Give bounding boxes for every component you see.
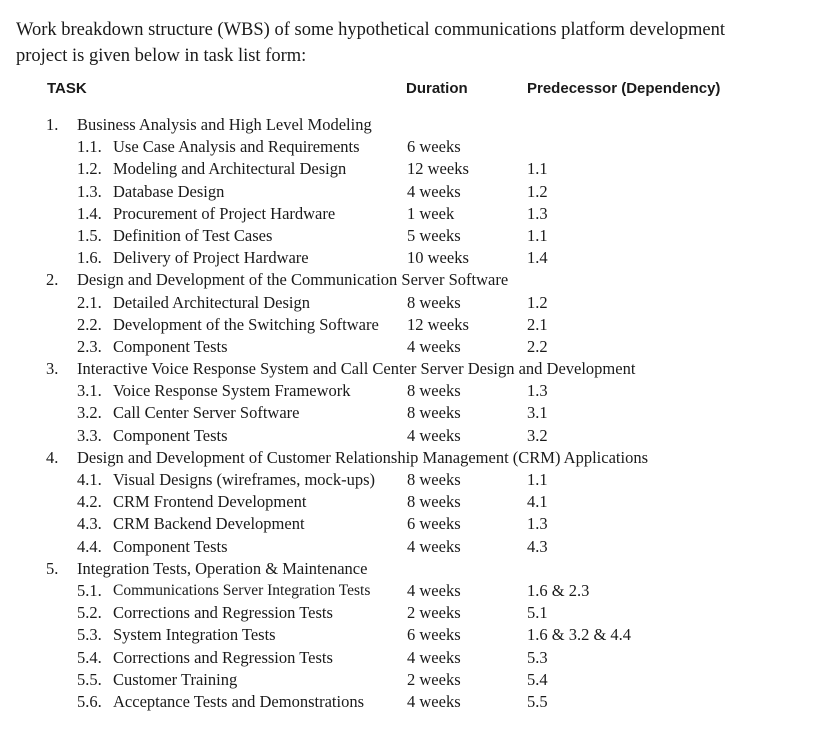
task-predecessor: 1.1 xyxy=(527,159,548,179)
section-row xyxy=(0,114,822,136)
task-number: 1.3. xyxy=(77,181,102,201)
task-predecessor: 1.3 xyxy=(527,381,548,401)
task-row xyxy=(0,536,822,558)
task-row xyxy=(0,203,822,225)
task-predecessor: 2.1 xyxy=(527,314,548,334)
task-row xyxy=(0,580,822,602)
task-title: Corrections and Regression Tests xyxy=(113,647,333,667)
task-predecessor: 1.4 xyxy=(527,248,548,268)
task-predecessor: 1.3 xyxy=(527,203,548,223)
task-number: 3.1. xyxy=(77,381,102,401)
task-number: 5.3. xyxy=(77,625,102,645)
task-duration: 8 weeks xyxy=(407,292,461,312)
intro-paragraph xyxy=(16,17,806,69)
task-duration: 6 weeks xyxy=(407,514,461,534)
task-predecessor: 1.3 xyxy=(527,514,548,534)
task-number: 4.3. xyxy=(77,514,102,534)
task-row xyxy=(0,425,822,447)
task-predecessor: 2.2 xyxy=(527,336,548,356)
task-number: 5.2. xyxy=(77,603,102,623)
task-row xyxy=(0,336,822,358)
task-duration: 8 weeks xyxy=(407,470,461,489)
task-number: 5.6. xyxy=(77,691,102,711)
task-predecessor: 3.2 xyxy=(527,425,548,445)
task-title: Delivery of Project Hardware xyxy=(113,248,309,268)
section-title: Design and Development of Customer Relationship Management (CRM) Applications xyxy=(77,447,648,467)
task-title: CRM Backend Development xyxy=(113,514,305,534)
task-number: 2.3. xyxy=(77,336,102,356)
header-task: TASK xyxy=(47,80,87,97)
task-duration: 8 weeks xyxy=(407,492,461,512)
task-predecessor: 3.1 xyxy=(527,403,548,423)
section-row xyxy=(0,358,822,380)
section-row xyxy=(0,269,822,291)
task-title: Database Design xyxy=(113,181,225,201)
task-title: System Integration Tests xyxy=(113,625,276,645)
section-number: 1. xyxy=(46,115,59,134)
task-number: 4.2. xyxy=(77,492,102,512)
task-row xyxy=(0,602,822,624)
task-number: 2.1. xyxy=(77,292,102,312)
task-duration: 4 weeks xyxy=(407,647,461,667)
task-duration: 1 week xyxy=(407,203,455,223)
task-row xyxy=(0,181,822,203)
task-number: 5.1. xyxy=(77,580,102,600)
header-predecessor: Predecessor (Dependency) xyxy=(527,80,721,97)
task-row xyxy=(0,292,822,314)
task-duration: 4 weeks xyxy=(407,691,461,711)
task-row xyxy=(0,136,822,158)
task-number: 5.5. xyxy=(77,669,102,689)
section-title: Integration Tests, Operation & Maintenance xyxy=(77,558,368,578)
task-duration: 4 weeks xyxy=(407,536,461,556)
task-predecessor: 1.1 xyxy=(527,470,548,489)
task-row xyxy=(0,247,822,269)
task-predecessor: 5.4 xyxy=(527,669,548,689)
task-number: 2.2. xyxy=(77,314,102,334)
task-title: Call Center Server Software xyxy=(113,403,300,423)
section-number: 3. xyxy=(46,359,59,379)
section-title: Interactive Voice Response System and Call Center Server Design and Development xyxy=(77,359,636,379)
task-duration: 6 weeks xyxy=(407,137,461,157)
task-list xyxy=(0,114,822,713)
task-predecessor: 5.5 xyxy=(527,691,548,711)
task-number: 3.2. xyxy=(77,403,102,423)
task-number: 1.1. xyxy=(77,137,102,157)
task-duration: 12 weeks xyxy=(407,159,469,179)
task-predecessor: 1.6 & 2.3 xyxy=(527,580,590,600)
task-predecessor: 1.2 xyxy=(527,181,548,201)
task-duration: 6 weeks xyxy=(407,625,461,645)
section-row xyxy=(0,447,822,469)
task-predecessor: 1.2 xyxy=(527,292,548,312)
task-number: 1.4. xyxy=(77,203,102,223)
task-number: 4.1. xyxy=(77,470,102,489)
task-duration: 8 weeks xyxy=(407,403,461,423)
task-row xyxy=(0,225,822,247)
section-row xyxy=(0,558,822,580)
section-number: 4. xyxy=(46,447,59,467)
task-title: Use Case Analysis and Requirements xyxy=(113,137,360,157)
task-title: Corrections and Regression Tests xyxy=(113,603,333,623)
task-predecessor: 1.1 xyxy=(527,225,548,245)
task-title: Component Tests xyxy=(113,425,228,445)
task-title: Component Tests xyxy=(113,536,228,556)
header-duration: Duration xyxy=(406,80,468,97)
task-duration: 2 weeks xyxy=(407,603,461,623)
task-number: 1.2. xyxy=(77,159,102,179)
task-title: Definition of Test Cases xyxy=(113,225,273,245)
task-title: Development of the Switching Software xyxy=(113,314,379,334)
task-title: Component Tests xyxy=(113,336,228,356)
task-duration: 10 weeks xyxy=(407,248,469,268)
task-predecessor: 4.1 xyxy=(527,492,548,512)
task-number: 5.4. xyxy=(77,647,102,667)
task-title: CRM Frontend Development xyxy=(113,492,307,512)
task-row xyxy=(0,513,822,535)
task-row xyxy=(0,491,822,513)
task-title: Visual Designs (wireframes, mock-ups) xyxy=(113,470,376,489)
task-duration: 8 weeks xyxy=(407,381,461,401)
task-row xyxy=(0,158,822,180)
task-row xyxy=(0,624,822,646)
task-title: Procurement of Project Hardware xyxy=(113,203,336,223)
task-number: 1.6. xyxy=(77,248,102,268)
intro-line-1: Work breakdown structure (WBS) of some hypothetical communications platform development xyxy=(16,20,726,40)
task-predecessor: 1.6 & 3.2 & 4.4 xyxy=(527,625,632,645)
task-row xyxy=(0,402,822,424)
task-title: Modeling and Architectural Design xyxy=(113,159,347,179)
task-number: 4.4. xyxy=(77,536,102,556)
task-duration: 4 weeks xyxy=(407,425,461,445)
task-duration: 4 weeks xyxy=(407,336,461,356)
task-row xyxy=(0,314,822,336)
task-duration: 2 weeks xyxy=(407,669,461,689)
section-title: Business Analysis and High Level Modeling xyxy=(77,115,372,134)
task-duration: 4 weeks xyxy=(407,181,461,201)
task-predecessor: 4.3 xyxy=(527,536,548,556)
task-row xyxy=(0,469,822,491)
task-duration: 5 weeks xyxy=(407,225,461,245)
section-number: 5. xyxy=(46,558,59,578)
section-title: Design and Development of the Communication Server Software xyxy=(77,270,509,290)
task-title: Communications Server Integration Tests xyxy=(113,581,371,599)
task-predecessor: 5.1 xyxy=(527,603,548,623)
task-row xyxy=(0,669,822,691)
task-duration: 12 weeks xyxy=(407,314,469,334)
task-number: 1.5. xyxy=(77,225,102,245)
task-title: Customer Training xyxy=(113,669,238,689)
intro-line-2: project is given below in task list form: xyxy=(16,46,307,66)
task-row xyxy=(0,691,822,713)
task-row xyxy=(0,380,822,402)
task-row xyxy=(0,647,822,669)
task-title: Detailed Architectural Design xyxy=(113,292,311,312)
task-duration: 4 weeks xyxy=(407,580,461,600)
task-title: Acceptance Tests and Demonstrations xyxy=(113,691,365,711)
task-predecessor: 5.3 xyxy=(527,647,548,667)
section-number: 2. xyxy=(46,270,59,290)
task-number: 3.3. xyxy=(77,425,102,445)
task-title: Voice Response System Framework xyxy=(113,381,351,401)
